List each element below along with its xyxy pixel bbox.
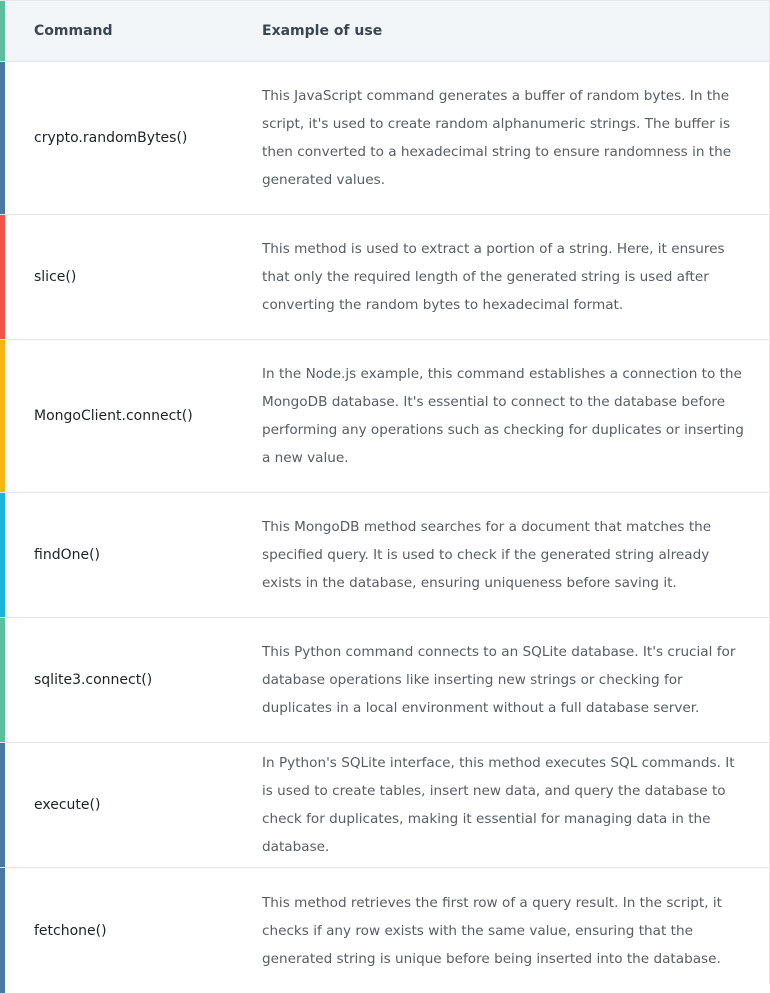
row-accent-bar [0, 493, 5, 617]
table-row [0, 340, 769, 493]
command-cell: fetchone() [34, 922, 107, 939]
header-example: Example of use [262, 23, 383, 39]
description-cell: In Python's SQLite interface, this method executes SQL commands. It is used to create tables, insert new data, and query the database to check for duplicates, making it essential for managing data in the database. [262, 755, 735, 855]
table-row [0, 618, 769, 743]
description-cell: In the Node.js example, this command establishes a connection to the MongoDB database. It's essential to connect to the database before performing any operations such as checking for duplicates or inserting a new value. [262, 366, 744, 466]
row-accent-bar [0, 868, 5, 993]
row-accent-bar [0, 340, 5, 492]
row-accent-bar [0, 1, 5, 61]
row-accent-bar [0, 62, 5, 214]
description-cell: This method is used to extract a portion of a string. Here, it ensures that only the required length of the generated string is used after converting the random bytes to hexadecimal format. [262, 241, 725, 313]
description-cell: This method retrieves the first row of a query result. In the script, it checks if any row exists with the same value, ensuring that the generated string is unique before being inserted into the database. [262, 894, 722, 967]
command-cell: findOne() [34, 547, 101, 563]
description-cell: This Python command connects to an SQLite database. It's crucial for database operations like inserting new strings or checking for duplicates in a local environment without a full database server. [262, 644, 736, 716]
command-cell: crypto.randomBytes() [34, 130, 188, 146]
command-cell: slice() [34, 269, 77, 285]
command-cell: execute() [34, 797, 101, 813]
table-header [0, 0, 769, 62]
table-row [0, 743, 769, 868]
table-row [0, 215, 769, 340]
description-cell: This JavaScript command generates a buffer of random bytes. In the script, it's used to create random alphanumeric strings. The buffer is then converted to a hexadecimal string to ensure randomness in the generated values. [262, 88, 732, 188]
table-row [0, 493, 769, 618]
row-accent-bar [0, 215, 5, 339]
table-row [0, 868, 769, 993]
row-accent-bar [0, 618, 5, 742]
command-cell: sqlite3.connect() [34, 672, 153, 688]
description-cell: This MongoDB method searches for a document that matches the specified query. It is used to check if the generated string already exists in the database, ensuring uniqueness before saving it. [262, 519, 712, 591]
header-command: Command [34, 23, 113, 39]
table-row [0, 62, 769, 215]
command-cell: MongoClient.connect() [34, 408, 193, 424]
row-accent-bar [0, 743, 5, 867]
